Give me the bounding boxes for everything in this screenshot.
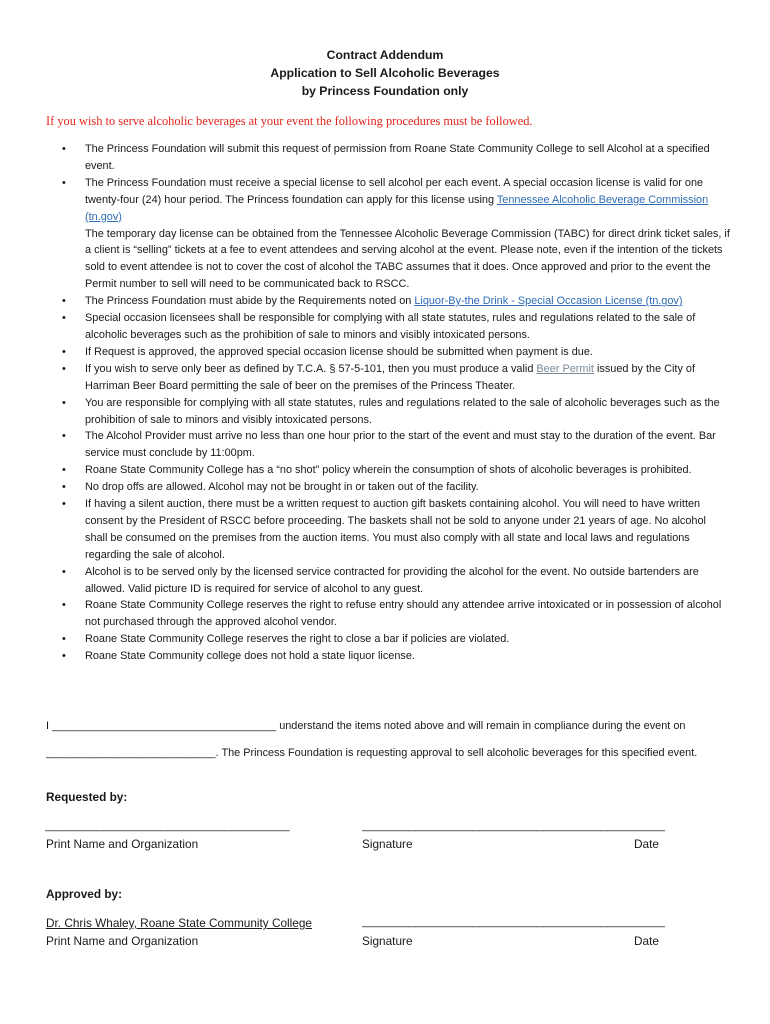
item-text: The Princess Foundation will submit this request of permission from Roane State Community College to sell Alcohol at a specified event. bbox=[85, 143, 710, 172]
item-text: The Princess Foundation must receive a special license to sell alcohol per each event. A special occasion license is valid for one twenty-four (24) hour period. The Princess foundation can apply for this license using bbox=[85, 176, 704, 206]
signature-label: Signature bbox=[362, 837, 413, 851]
list-item bbox=[46, 175, 731, 293]
item-text: Special occasion licensees shall be responsible for complying with all state statutes, rules and regulations related to the sale of alcoholic beverages such as the prohibition of sale to minors and visibly intoxicated persons. bbox=[85, 312, 696, 341]
item-text: Roane State Community College reserves the right to refuse entry should any attendee arrive intoxicated or in possession of alcohol not purchased through the approved alcohol vendor. bbox=[85, 599, 722, 629]
title-line-2: Application to Sell Alcoholic Beverages bbox=[270, 66, 500, 80]
pledge-text: understand the items noted above and will remain in compliance during the event on bbox=[276, 720, 686, 732]
list-item bbox=[46, 597, 731, 631]
list-item bbox=[46, 648, 731, 665]
requester-signature-line[interactable]: ____________________________________________________ bbox=[362, 820, 665, 832]
list-item bbox=[46, 361, 731, 395]
item-text: Roane State Community College reserves the right to close a bar if policies are violated. bbox=[85, 633, 510, 646]
item-text: The Princess Foundation must abide by the Requirements noted on bbox=[85, 295, 415, 308]
beer-permit-link[interactable]: Beer Permit bbox=[536, 362, 594, 375]
event-date-blank[interactable]: ____________________________ bbox=[46, 747, 216, 759]
special-occasion-license-link[interactable]: Liquor-By-the Drink - Special Occasion License (tn.gov) bbox=[414, 295, 683, 308]
intro-notice: If you wish to serve alcoholic beverages at your event the following procedures must be followed. bbox=[46, 114, 533, 128]
title-line-3: by Princess Foundation only bbox=[301, 84, 469, 98]
print-name-label: Print Name and Organization bbox=[46, 837, 199, 851]
approver-signature-line[interactable]: ____________________________________________________ bbox=[362, 916, 665, 928]
list-item bbox=[46, 631, 731, 648]
item-text: If Request is approved, the approved special occasion license should be submitted when payment is due. bbox=[85, 345, 593, 358]
name-blank[interactable]: _____________________________________ bbox=[52, 720, 277, 732]
tabc-link[interactable]: Tennessee Alcoholic Beverage Commission (tn.gov) bbox=[85, 193, 709, 223]
list-item bbox=[46, 344, 731, 361]
item-text: If having a silent auction, there must be a written request to auction gift baskets containing alcohol. You will need to have written consent by the President of RSCC before proceeding. The baskets shall not be sold to anyone under 21 years of age. No alcohol shall be consumed on the premises from the auction items. You must also comply with all state and local laws and regulations regarding the sale of alcohol. bbox=[85, 498, 706, 561]
item-paragraph: The temporary day license can be obtained from the Tennessee Alcoholic Beverage Commission (TABC) for direct drink ticket sales, if a client is “selling” tickets at a fee to event attendees and serving alcohol at the event. Please note, even if the intention of the tickets sold to event attendee is not to cover the cost of alcohol the TABC assumes that it does. Once approved and prior to the event the Permit number to sell will need to be communicated back to RSCC. bbox=[85, 227, 730, 291]
procedure-list bbox=[46, 141, 731, 665]
pledge-prefix: I bbox=[46, 720, 53, 732]
requester-name-line[interactable]: __________________________________________ bbox=[45, 820, 290, 832]
item-text: The Alcohol Provider must arrive no less than one hour prior to the start of the event and must stay to the duration of the event. Bar service must conclude by 11:00pm. bbox=[85, 430, 716, 460]
item-text: issued by the City of Harriman Beer Board permitting the sale of beer on the premises of the Princess Theater. bbox=[85, 362, 696, 392]
item-text: If you wish to serve only beer as defined by T.C.A. § 57-5-101, then you must produce a valid bbox=[85, 362, 537, 375]
pledge-text: . The Princess Foundation is requesting approval to sell alcoholic beverages for this specified event. bbox=[215, 747, 698, 759]
title-line-1: Contract Addendum bbox=[326, 48, 444, 62]
list-item bbox=[46, 428, 731, 462]
item-text: No drop offs are allowed. Alcohol may not be brought in or taken out of the facility. bbox=[85, 481, 479, 494]
list-item bbox=[46, 141, 731, 175]
date-label: Date bbox=[634, 934, 659, 948]
list-item bbox=[46, 395, 731, 429]
approved-by-heading: Approved by: bbox=[46, 887, 123, 901]
document-title bbox=[0, 46, 770, 100]
signature-label: Signature bbox=[362, 934, 413, 948]
item-text: Alcohol is to be served only by the licensed service contracted for providing the alcohol for the event. No outside bartenders are allowed. Valid picture ID is required for service of alcohol to any guest. bbox=[85, 565, 699, 595]
list-item bbox=[46, 564, 731, 598]
list-item bbox=[46, 310, 731, 344]
approver-name: Dr. Chris Whaley, Roane State Community College bbox=[46, 916, 312, 930]
list-item bbox=[46, 293, 731, 310]
list-item bbox=[46, 479, 731, 496]
print-name-label: Print Name and Organization bbox=[46, 934, 199, 948]
pledge-line-2 bbox=[46, 747, 746, 759]
item-text: Roane State Community college does not hold a state liquor license. bbox=[85, 650, 415, 663]
item-text: Roane State Community College has a “no shot” policy wherein the consumption of shots of alcoholic beverages is prohibited. bbox=[85, 464, 692, 477]
requested-by-heading: Requested by: bbox=[46, 790, 128, 804]
list-item bbox=[46, 496, 731, 564]
list-item bbox=[46, 462, 731, 479]
pledge-line-1 bbox=[46, 720, 746, 732]
item-text: You are responsible for complying with all state statutes, rules and regulations related to the sale of alcoholic beverages such as the prohibition of sale to minors and visibly intoxicated persons. bbox=[85, 396, 720, 426]
date-label: Date bbox=[634, 837, 659, 851]
